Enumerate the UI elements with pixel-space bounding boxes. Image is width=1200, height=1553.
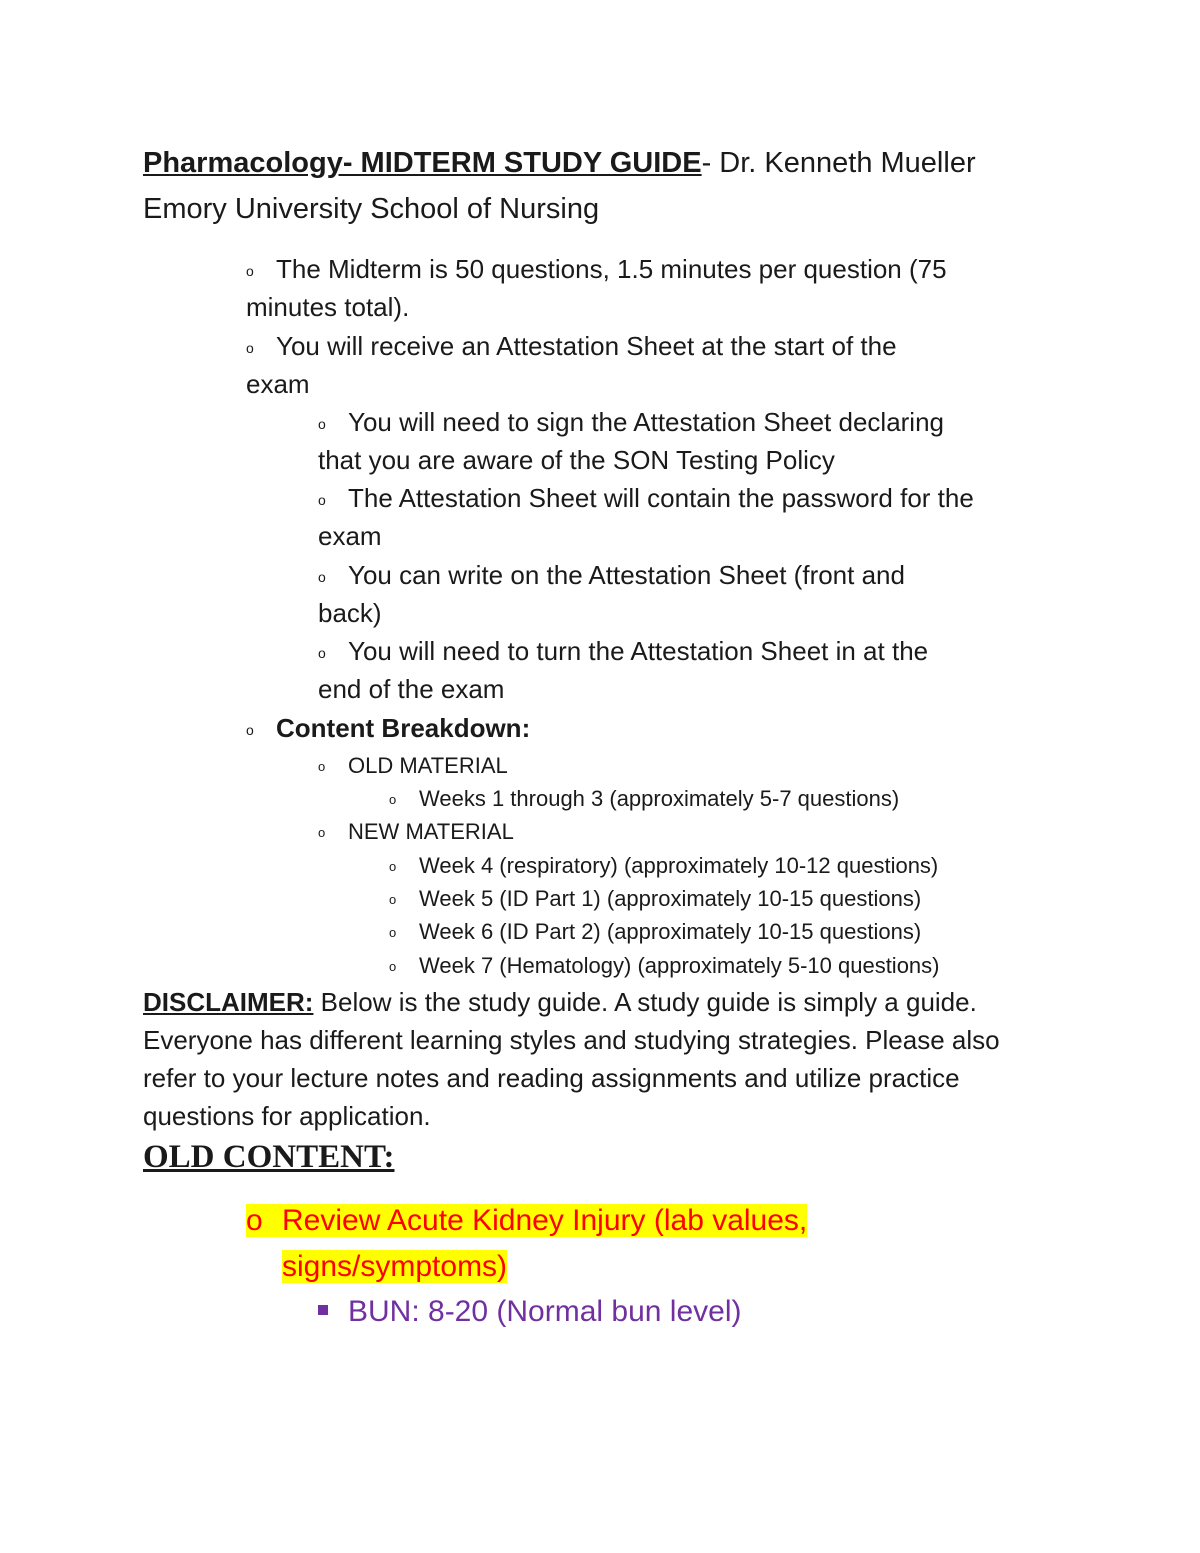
list-item-continuation: exam [318,521,382,551]
review-text-continuation: signs/symptoms) [282,1250,508,1283]
list-item-text: You will need to sign the Attestation Sheet declaring [348,407,945,437]
square-bullet-icon [318,1305,328,1315]
bullet-icon: o [389,892,397,907]
disclaimer-paragraph [143,983,1053,1135]
list-item [246,327,897,369]
list-item [389,849,938,886]
old-content-heading: OLD CONTENT: [143,1139,395,1175]
list-item-text: Week 5 (ID Part 1) (approximately 10-15 questions) [419,886,922,911]
title-author: - Dr. Kenneth Mueller [701,147,976,179]
bullet-icon: o [246,1204,263,1237]
bullet-icon: o [246,722,254,738]
list-item-text: Week 7 (Hematology) (approximately 5-10 questions) [419,953,940,978]
old-material-label: OLD MATERIAL [348,753,508,778]
bullet-icon: o [318,645,326,661]
list-item-continuation: minutes total). [246,292,410,322]
content-breakdown-heading [246,709,530,751]
list-item-continuation: that you are aware of the SON Testing Policy [318,445,835,475]
list-item [318,403,944,445]
bullet-icon: o [389,959,397,974]
list-item [389,915,921,952]
bullet-icon: o [246,263,254,279]
review-aki-item [246,1198,807,1290]
bullet-icon: o [389,859,397,874]
disclaimer-text: Below is the study guide. A study guide is simply a guide. Everyone has different learning styles and studying strategies. Please also refer to your lecture notes and reading assignments and utilize practice questions for application. [143,987,1000,1131]
bullet-icon: o [318,825,326,840]
bullet-icon: o [318,569,326,585]
list-item [318,749,508,786]
list-item-continuation: back) [318,598,382,628]
bullet-icon: o [246,340,254,356]
document-title [143,143,976,183]
title-bold-part: Pharmacology- MIDTERM STUDY GUIDE [143,147,702,179]
list-item-continuation: exam [246,369,310,399]
document-subtitle: Emory University School of Nursing [143,193,600,225]
list-item [318,479,974,521]
list-item [246,250,947,292]
list-item-continuation: end of the exam [318,674,505,704]
bun-text: BUN: 8-20 (Normal bun level) [348,1295,742,1328]
new-material-label: NEW MATERIAL [348,819,514,844]
content-breakdown-label: Content Breakdown: [276,713,531,743]
list-item [389,882,921,919]
disclaimer-label: DISCLAIMER: [143,987,314,1017]
list-item-text: The Midterm is 50 questions, 1.5 minutes per question (75 [276,254,947,284]
list-item [389,782,899,819]
review-text: Review Acute Kidney Injury (lab values, [282,1204,808,1237]
list-item-text: Week 4 (respiratory) (approximately 10-12 questions) [419,853,939,878]
list-item [318,556,905,598]
bullet-icon: o [318,492,326,508]
list-item [318,815,514,852]
list-item-text: Week 6 (ID Part 2) (approximately 10-15 questions) [419,919,922,944]
list-item-text: You will receive an Attestation Sheet at the start of the [276,331,897,361]
bullet-icon: o [318,416,326,432]
bullet-icon: o [389,925,397,940]
bun-item [318,1290,741,1334]
list-item [318,632,928,674]
list-item-text: The Attestation Sheet will contain the password for the [348,483,974,513]
highlight-span [246,1204,807,1237]
bullet-icon: o [318,759,326,774]
list-item-text: Weeks 1 through 3 (approximately 5-7 questions) [419,786,900,811]
list-item-text: You will need to turn the Attestation Sheet in at the [348,636,929,666]
list-item-text: You can write on the Attestation Sheet (front and [348,560,905,590]
list-item [389,949,940,986]
bullet-icon: o [389,792,397,807]
